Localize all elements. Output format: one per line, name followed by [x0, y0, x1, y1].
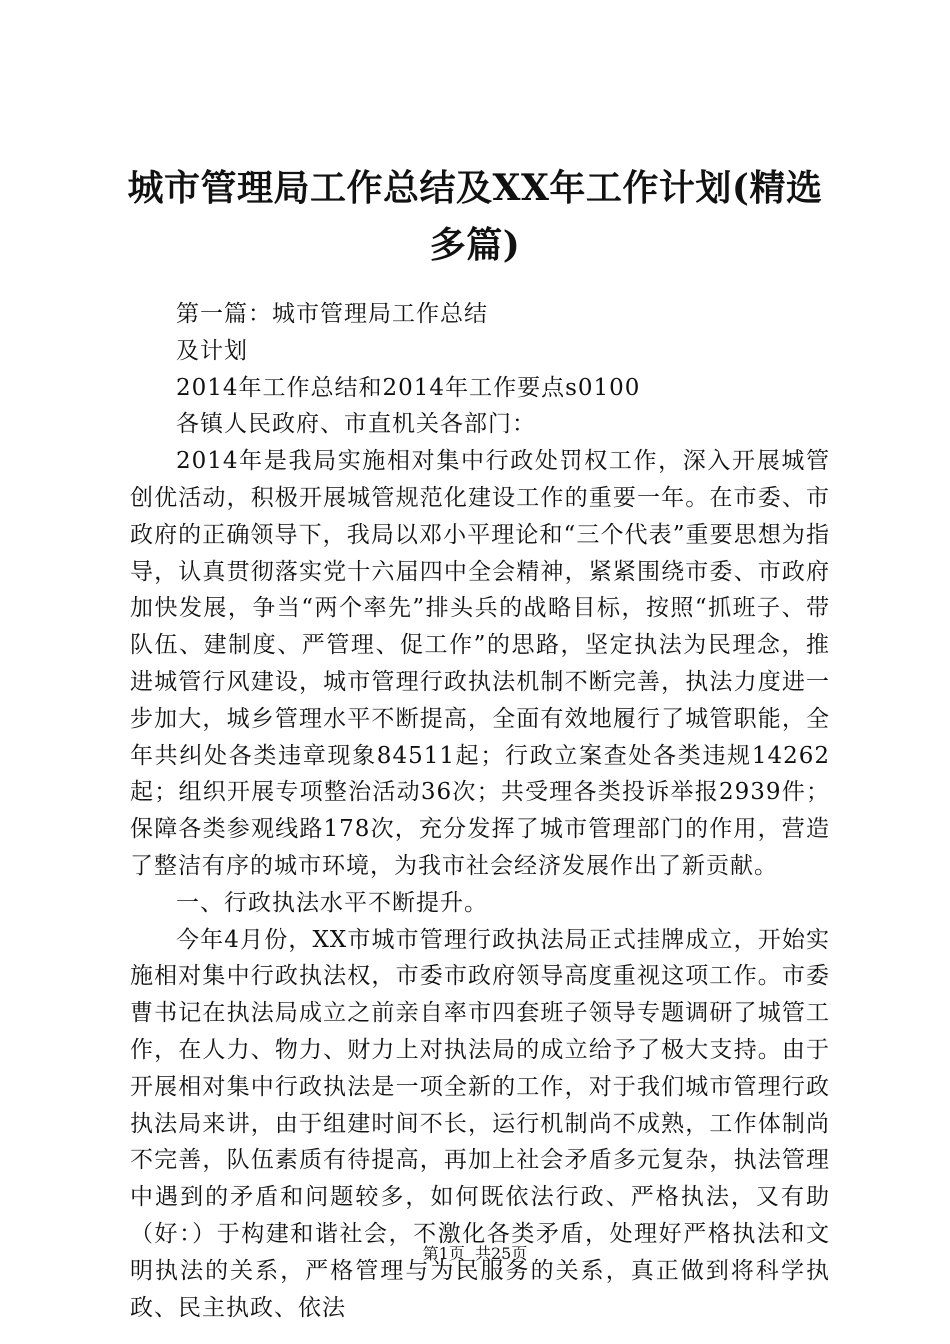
page-number: 第1页 共25页 — [422, 1244, 528, 1263]
paragraph-summary: 2014年是我局实施相对集中行政处罚权工作，深入开展城管创优活动，积极开展城管规范化建设工作的重要一年。在市委、市政府的正确领导下，我局以邓小平理论和“三个代表”重要思想为指导，认真贯彻落实党十六届四中全会精神，紧紧围绕市委、市政府加快发展，争当“两个率先”排头兵的战略目标，按照“抓班子、带队伍、建制度、严管理、促工作”的思路，坚定执法为民理念，推进城管行风建设，城市管理行政执法机制不断完善，执法力度进一步加大，城乡管理水平不断提高，全面有效地履行了城管职能，全年共纠处各类违章现象84511起；行政立案查处各类违规14262起；组织开展专项整治活动36次；共受理各类投诉举报2939件；保障各类参观线路178次，充分发挥了城市管理部门的作用，营造了整洁有序的城市环境，为我市社会经济发展作出了新贡献。 — [130, 448, 830, 879]
document-body — [130, 296, 830, 1326]
paragraph-body-1: 今年4月份，XX市城市管理行政执法局正式挂牌成立，开始实施相对集中行政执法权，市委市政府领导高度重视这项工作。市委曹书记在执法局成立之前亲自率市四套班子领导专题调研了城管工作，在人力、物力、财力上对执法局的成立给予了极大支持。由于开展相对集中行政执法是一项全新的工作，对于我们城市管理行政执法局来讲，由于组建时间不长，运行机制尚不成熟，工作体制尚不完善，队伍素质有待提高，再加上社会矛盾多元复杂，执法管理中遇到的矛盾和问题较多，如何既依法行政、严格执法，又有助（好：）于构建和谐社会，不激化各类矛盾，处理好严格执法和文明执法的关系，严格管理与为民服务的关系，真正做到将科学执政、民主执政、依法 — [130, 926, 830, 1321]
document-title: 城市管理局工作总结及XX年工作计划(精选多篇) — [127, 167, 823, 266]
paragraph-subtitle: 2014年工作总结和2014年工作要点s0100 — [176, 374, 641, 401]
paragraph-section-heading-cont: 及计划 — [176, 337, 248, 364]
paragraph-salutation: 各镇人民政府、市直机关各部门： — [176, 411, 536, 438]
paragraph-section-heading: 第一篇：城市管理局工作总结 — [176, 301, 488, 327]
page-footer — [0, 1242, 950, 1266]
paragraph-heading-1: 一、行政执法水平不断提升。 — [176, 889, 488, 916]
